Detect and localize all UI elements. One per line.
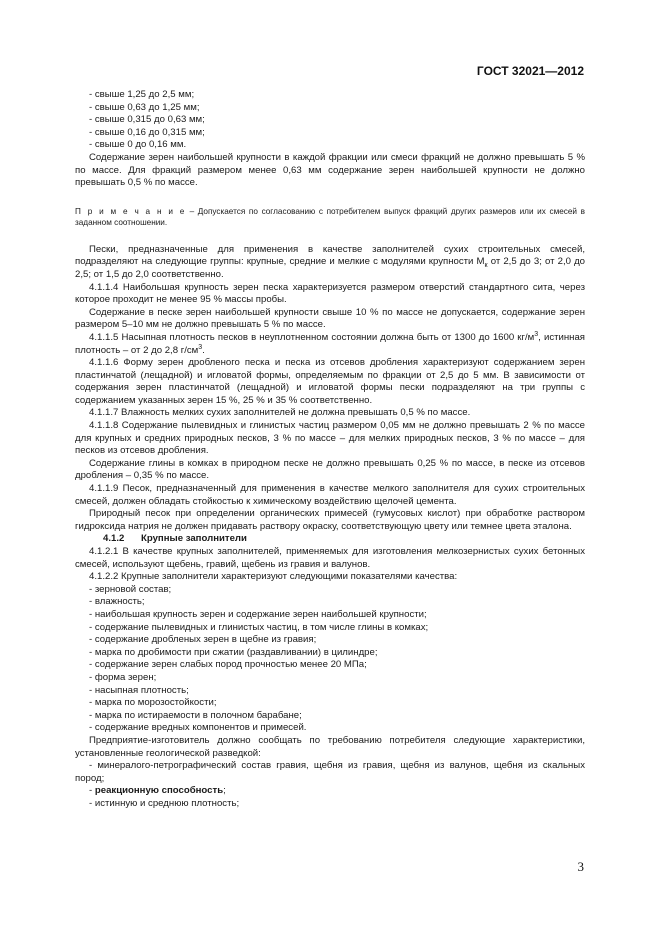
list-item: - содержание вредных компонентов и примесей.	[89, 722, 307, 734]
paragraph-4121: 4.1.2.1 В качестве крупных заполнителей, применяемых для изготовления мелкозернистых сухих бетонных смесей, используют щебень, гравий, щебень из гравия и валунов.	[75, 546, 585, 570]
list-item: - насыпная плотность;	[89, 684, 189, 696]
note	[75, 206, 585, 228]
list-item-reactive: - реакционную способность;	[89, 785, 226, 797]
paragraph-max-content: Содержание зерен наибольшей крупности в каждой фракции или смеси фракций не должно превышать 5 % по массе. Для фракций размером менее 0,63 мм содержание зерен наибольшей крупности не должно превышать 0,5 % по массе.	[75, 151, 585, 189]
paragraph-4119: 4.1.1.9 Песок, предназначенный для применения в качестве мелкого заполнителя для сухих строительных смесей, должен обладать стойкостью к химическому воздействию щелочей цемента.	[75, 483, 585, 507]
paragraph-4116: 4.1.1.6 Форму зерен дробленого песка и песка из отсевов дробления характеризуют содержанием зерен пластинчатой (лещадной) и игловатой формы, определяемым по фракции от 2,5 до 5 мм. В зависимости от содержания зерен пластинчатой (лещадной) и игловатой формы пески подразделяют на три группы с содержанием указанных зерен 15 %, 25 % и 35 % соответственно.	[75, 357, 585, 406]
paragraph-4118: 4.1.1.8 Содержание пылевидных и глинистых частиц размером 0,05 мм не должно превышать 2 % по массе для крупных и средних природных песков, 3 % по массе – для мелких природных песков, 3 % по массе – для песков из отсевов дробления.	[75, 420, 585, 457]
note-label: П р и м е ч а н и е	[75, 206, 186, 216]
list-item: - содержание зерен слабых пород прочностью менее 20 МПа;	[89, 659, 367, 671]
list-item: - свыше 0,315 до 0,63 мм;	[89, 114, 205, 126]
list-item: - наибольшая крупность зерен и содержание зерен наибольшей крупности;	[89, 608, 427, 620]
paragraph-4115: 4.1.1.5 Насыпная плотность песков в неуплотненном состоянии должна быть от 1300 до 1600 $кг/м^3$, истинная плотность – от 2 до 2,8 $г/см^3$.	[75, 330, 585, 356]
reactive-bold: реакционную способность	[94, 785, 224, 797]
list-item: - зерновой состав;	[89, 583, 172, 595]
list-item: - свыше 0,16 до 0,315 мм;	[89, 126, 205, 138]
paragraph-4122: 4.1.2.2 Крупные заполнители характеризуют следующими показателями качества:	[89, 571, 458, 583]
paragraph-enterprise: Предприятие-изготовитель должно сообщать по требованию потребителя следующие характеристики, установленные геологической разведкой:	[75, 734, 585, 759]
list-item: - влажность;	[89, 596, 145, 608]
list-item: - форма зерен;	[89, 671, 157, 683]
list-item: - свыше 0,63 до 1,25 мм;	[89, 101, 200, 113]
list-item: - марка по морозостойкости;	[89, 697, 217, 709]
list-item: - истинную и среднюю плотность;	[89, 797, 240, 809]
note-text: – Допускается по согласованию с потребителем выпуск фракций других размеров или их смесей в заданном соотношении.	[75, 206, 585, 227]
paragraph-4119b: Природный песок при определении органических примесей (гумусовых кислот) при обработке раствором гидроксида натрия не должен придавать раствору окраску, соответствующую цвету или темнее цвета эталона.	[75, 508, 585, 532]
page-number: 3	[577, 859, 584, 874]
paragraph-4114: 4.1.1.4 Наибольшая крупность зерен песка характеризуется размером отверстий стандартного сита, через которое проходит не менее 95 % массы пробы.	[75, 281, 585, 306]
page-body	[75, 89, 585, 810]
list-item: - содержание дробленых зерен в щебне из гравия;	[89, 634, 317, 646]
list-item: - марка по дробимости при сжатии (раздавливании) в цилиндре;	[89, 646, 378, 658]
list-item: - содержание пылевидных и глинистых частиц, в том числе глины в комках;	[89, 621, 429, 633]
section-number: 4.1.2	[103, 533, 125, 545]
list-item: - свыше 1,25 до 2,5 мм;	[89, 89, 195, 100]
list-item: - марка по истираемости в полочном барабане;	[89, 709, 302, 721]
list-item: - свыше 0 до 0,16 мм.	[89, 139, 187, 151]
paragraph-4118b: Содержание глины в комках в природном песке не должно превышать 0,25 % по массе, в песке из отсевов дробления – 0,35 % по массе.	[75, 457, 585, 482]
paragraph-sands-groups: Пески, предназначенные для применения в качестве заполнителей сухих строительных смесей, подразделяют на следующие группы: крупные, средние и мелкие с модулями крупности $М_к$ от 2,5 до 3; от 2,0 до 2,5; от 1,5 до 2,0 соответственно.	[75, 243, 585, 280]
paragraph-4114b: Содержание в песке зерен наибольшей крупности свыше 10 % по массе не допускается, содержание зерен размером 5–10 мм не должно превышать 5 % по массе.	[75, 306, 585, 331]
section-heading	[75, 533, 585, 546]
document-header: ГОСТ 32021—2012	[476, 64, 584, 78]
paragraph-4117: 4.1.1.7 Влажность мелких сухих заполнителей не должна превышать 0,5 % по массе.	[89, 407, 471, 419]
section-title: Крупные заполнители	[141, 533, 247, 545]
list-item: - минералого-петрографический состав гравия, щебня из гравия, щебня из валунов, щебня из скальных пород;	[75, 760, 585, 784]
